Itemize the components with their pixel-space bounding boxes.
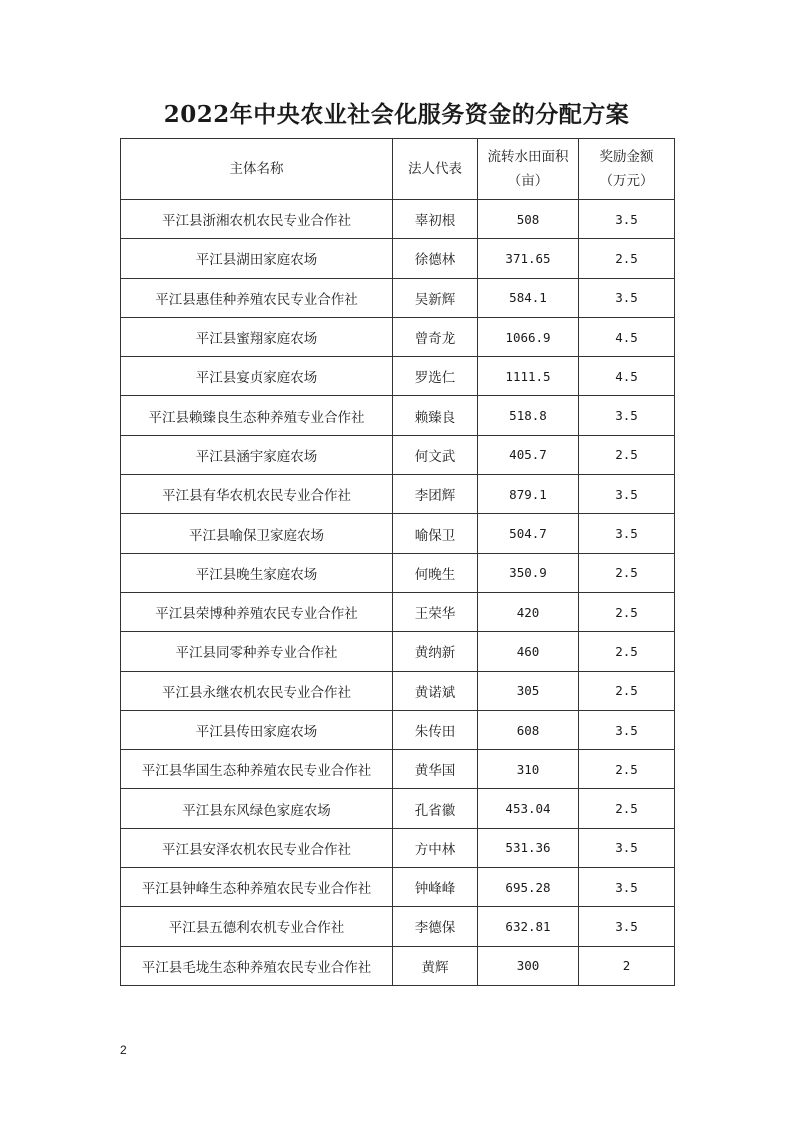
- cell-legal-rep: 孔省徽: [393, 789, 478, 828]
- table-row: [121, 553, 675, 592]
- cell-entity-name: 平江县涵宇家庭农场: [121, 435, 393, 474]
- cell-reward: 4.5: [579, 317, 675, 356]
- table-row: [121, 868, 675, 907]
- cell-legal-rep: 何文武: [393, 435, 478, 474]
- cell-reward: 3.5: [579, 868, 675, 907]
- cell-area: 695.28: [478, 868, 579, 907]
- cell-area: 584.1: [478, 278, 579, 317]
- table-row: [121, 592, 675, 631]
- cell-legal-rep: 赖臻良: [393, 396, 478, 435]
- cell-area: 632.81: [478, 907, 579, 946]
- table-row: [121, 514, 675, 553]
- header-reward-line2: （万元）: [599, 173, 654, 189]
- cell-area: 420: [478, 592, 579, 631]
- cell-reward: 2.5: [579, 592, 675, 631]
- cell-reward: 3.5: [579, 907, 675, 946]
- cell-entity-name: 平江县荣博种养殖农民专业合作社: [121, 592, 393, 631]
- cell-legal-rep: 喻保卫: [393, 514, 478, 553]
- cell-entity-name: 平江县赖臻良生态种养殖专业合作社: [121, 396, 393, 435]
- cell-entity-name: 平江县蜜翔家庭农场: [121, 317, 393, 356]
- table-row: [121, 750, 675, 789]
- cell-reward: 2.5: [579, 789, 675, 828]
- cell-entity-name: 平江县永继农机农民专业合作社: [121, 671, 393, 710]
- cell-area: 879.1: [478, 475, 579, 514]
- cell-legal-rep: 王荣华: [393, 592, 478, 631]
- table-row: [121, 789, 675, 828]
- table-row: [121, 828, 675, 867]
- cell-area: 371.65: [478, 239, 579, 278]
- cell-area: 300: [478, 946, 579, 985]
- cell-reward: 2.5: [579, 553, 675, 592]
- cell-entity-name: 平江县喻保卫家庭农场: [121, 514, 393, 553]
- cell-reward: 3.5: [579, 200, 675, 239]
- allocation-table: [120, 138, 675, 986]
- header-legal-rep: 法人代表: [393, 139, 478, 200]
- cell-legal-rep: 吴新辉: [393, 278, 478, 317]
- header-row: [121, 139, 675, 200]
- cell-legal-rep: 何晚生: [393, 553, 478, 592]
- table-body: [121, 200, 675, 986]
- cell-area: 518.8: [478, 396, 579, 435]
- cell-area: 608: [478, 710, 579, 749]
- cell-area: 350.9: [478, 553, 579, 592]
- header-area: [478, 139, 579, 200]
- cell-entity-name: 平江县惠佳种养殖农民专业合作社: [121, 278, 393, 317]
- cell-legal-rep: 黄纳新: [393, 632, 478, 671]
- cell-entity-name: 平江县湖田家庭农场: [121, 239, 393, 278]
- table-row: [121, 710, 675, 749]
- cell-area: 460: [478, 632, 579, 671]
- cell-reward: 2: [579, 946, 675, 985]
- cell-entity-name: 平江县同零种养专业合作社: [121, 632, 393, 671]
- header-reward: [579, 139, 675, 200]
- cell-entity-name: 平江县有华农机农民专业合作社: [121, 475, 393, 514]
- cell-legal-rep: 徐德林: [393, 239, 478, 278]
- cell-reward: 2.5: [579, 750, 675, 789]
- table-header: [121, 139, 675, 200]
- table-row: [121, 946, 675, 985]
- header-area-line2: （亩）: [507, 173, 549, 189]
- table-row: [121, 907, 675, 946]
- page-number: 2: [120, 1043, 127, 1057]
- cell-legal-rep: 李德保: [393, 907, 478, 946]
- cell-reward: 3.5: [579, 710, 675, 749]
- cell-entity-name: 平江县晚生家庭农场: [121, 553, 393, 592]
- cell-entity-name: 平江县安泽农机农民专业合作社: [121, 828, 393, 867]
- table-row: [121, 317, 675, 356]
- table-row: [121, 632, 675, 671]
- cell-legal-rep: 方中林: [393, 828, 478, 867]
- cell-entity-name: 平江县五德利农机专业合作社: [121, 907, 393, 946]
- header-area-line1: 流转水田面积: [487, 149, 569, 165]
- cell-area: 1111.5: [478, 357, 579, 396]
- table-row: [121, 239, 675, 278]
- cell-reward: 3.5: [579, 514, 675, 553]
- cell-entity-name: 平江县钟峰生态种养殖农民专业合作社: [121, 868, 393, 907]
- cell-entity-name: 平江县宴贞家庭农场: [121, 357, 393, 396]
- cell-area: 504.7: [478, 514, 579, 553]
- cell-legal-rep: 曾奇龙: [393, 317, 478, 356]
- cell-reward: 3.5: [579, 396, 675, 435]
- table-row: [121, 435, 675, 474]
- cell-entity-name: 平江县浙湘农机农民专业合作社: [121, 200, 393, 239]
- cell-legal-rep: 罗选仁: [393, 357, 478, 396]
- header-entity-name: 主体名称: [121, 139, 393, 200]
- cell-legal-rep: 黄华国: [393, 750, 478, 789]
- table-row: [121, 278, 675, 317]
- cell-legal-rep: 黄辉: [393, 946, 478, 985]
- cell-area: 453.04: [478, 789, 579, 828]
- cell-area: 305: [478, 671, 579, 710]
- cell-legal-rep: 辜初根: [393, 200, 478, 239]
- cell-area: 1066.9: [478, 317, 579, 356]
- header-reward-line1: 奖励金额: [599, 149, 654, 165]
- document-title: 2022年中央农业社会化服务资金的分配方案: [163, 101, 630, 128]
- cell-reward: 2.5: [579, 435, 675, 474]
- cell-reward: 3.5: [579, 475, 675, 514]
- cell-entity-name: 平江县东风绿色家庭农场: [121, 789, 393, 828]
- cell-legal-rep: 钟峰峰: [393, 868, 478, 907]
- cell-reward: 2.5: [579, 671, 675, 710]
- cell-entity-name: 平江县毛垅生态种养殖农民专业合作社: [121, 946, 393, 985]
- cell-area: 508: [478, 200, 579, 239]
- table-row: [121, 671, 675, 710]
- cell-entity-name: 平江县传田家庭农场: [121, 710, 393, 749]
- cell-area: 531.36: [478, 828, 579, 867]
- table-row: [121, 396, 675, 435]
- cell-reward: 2.5: [579, 632, 675, 671]
- cell-entity-name: 平江县华国生态种养殖农民专业合作社: [121, 750, 393, 789]
- cell-area: 310: [478, 750, 579, 789]
- cell-reward: 2.5: [579, 239, 675, 278]
- table-row: [121, 475, 675, 514]
- cell-reward: 3.5: [579, 828, 675, 867]
- cell-area: 405.7: [478, 435, 579, 474]
- table-row: [121, 200, 675, 239]
- cell-reward: 4.5: [579, 357, 675, 396]
- cell-legal-rep: 李团辉: [393, 475, 478, 514]
- cell-legal-rep: 黄诺斌: [393, 671, 478, 710]
- cell-legal-rep: 朱传田: [393, 710, 478, 749]
- table-row: [121, 357, 675, 396]
- cell-reward: 3.5: [579, 278, 675, 317]
